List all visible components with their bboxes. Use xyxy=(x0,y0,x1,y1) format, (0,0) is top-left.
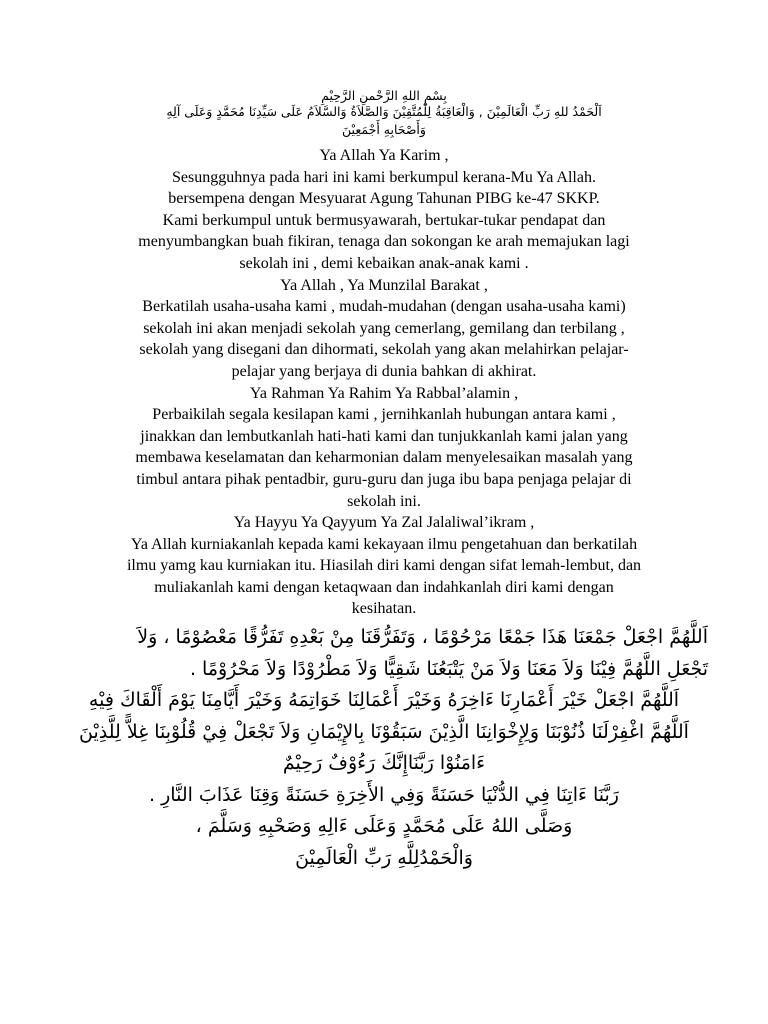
doa-line: اَللَّهُمَّ اجْعَلْ جَمْعَنَا هَذَا جَمْعًا مَرْحُوْمًا ، وَتَفَرُّقَنَا مِنْ بَعْدِهِ تَفَرُّقًا مَعْصُوْمًا ، وَلاَ xyxy=(137,626,708,649)
doa-line: وَالْحَمْدُلِلَّهِ رَبِّ الْعَالَمِيْنَ xyxy=(295,846,473,869)
prayer-line: muliakanlah kami dengan ketaqwaan dan indahkanlah diri kami dengan xyxy=(154,578,614,596)
doa-line: تَجْعَلِ اللَّهُمَّ فِيْنَا وَلاَ مَعَنَا وَلاَ مَنْ يَتْبَعُنَا شَقِيًّا وَلاَ مَطْرُوْدًا وَلاَ مَحْرُوْمًا . xyxy=(189,657,708,680)
doa-line: رَبَّنَا ءَاتِنَا فِي الدُّنْيَا حَسَنَةً وَفِي الأَخِرَةِ حَسَنَةً وَقِنَا عَذَابَ النَّارِ . xyxy=(149,783,619,806)
hamdalah-line: وَأَصْحَابِهِ أَجْمَعِيْنَ xyxy=(342,122,426,137)
malay-prayer-text xyxy=(60,145,708,620)
prayer-line: kesihatan. xyxy=(351,600,417,618)
document-page xyxy=(60,88,708,874)
doa-line: ءَامَنُوْا رَبَّنَاإِنَّكَ رَءُوْفٌ رَحِيْمٌ xyxy=(282,752,486,775)
prayer-line: menyumbangkan buah fikiran, tenaga dan sokongan ke arah memajukan lagi xyxy=(138,233,630,251)
prayer-line: jinakkan dan lembutkanlah hati-hati kami dan tunjukkanlah kami jalan yang xyxy=(140,427,628,445)
doa-line: اَللَّهُمَّ اغْفِرْلَنَا ذُنُوْبَنَا وَلِإِخْوَانِنَا الَّذِيْنَ سَبَقُوْنَا بِالإِيْمَانِ وَلاَ تَجْعَلْ فِيْ قُلُوْبِنَا غِلاًّ لِلَّذِيْنَ xyxy=(79,720,689,743)
prayer-line: ilmu yamg kau kurniakan itu. Hiasilah diri kami dengan sifat lemah-lembut, dan xyxy=(126,557,642,575)
arabic-opening xyxy=(60,88,708,138)
arabic-closing-doa xyxy=(60,622,708,874)
prayer-line: Kami berkumpul untuk bermusyawarah, bertukar-tukar pendapat dan xyxy=(162,211,606,229)
invocation-line: Ya Allah Ya Karim , xyxy=(319,147,449,164)
prayer-line: bersempena dengan Mesyuarat Agung Tahunan PIBG ke-47 SKKP. xyxy=(168,190,600,208)
prayer-line: sekolah ini. xyxy=(347,492,421,510)
prayer-line: Berkatilah usaha-usaha kami , mudah-mudahan (dengan usaha-usaha kami) xyxy=(142,298,626,316)
hamdalah-line: اَلْحَمْدُ للهِ رَبِّ الْعَالَمِيْنَ , وَالْعَاقِبَةُ لِلْمُتَّقِيْنَ وَالصَّلاَةُ وَالسَّلاَمُ عَلَى سَيِّدِنَا مُحَمَّدٍ وَعَلَى آلِهِ xyxy=(166,104,602,119)
prayer-line: sekolah ini , demi kebaikan anak-anak kami . xyxy=(239,254,529,272)
invocation-line: Ya Allah , Ya Munzilal Barakat , xyxy=(280,276,488,294)
prayer-line: membawa keselamatan dan keharmonian dalam menyelesaikan masalah yang xyxy=(135,449,633,467)
invocation-line: Ya Rahman Ya Rahim Ya Rabbal’alamin , xyxy=(249,384,519,402)
prayer-line: Sesungguhnya pada hari ini kami berkumpul kerana-Mu Ya Allah. xyxy=(172,168,596,186)
prayer-line: sekolah ini akan menjadi sekolah yang cemerlang, gemilang dan terbilang , xyxy=(143,319,625,337)
doa-line: اَللَّهُمَّ اجْعَلْ خَيْرَ أَعْمَارِنَا ءَاخِرَهُ وَخَيْرَ أَعْمَالِنَا خَوَاتِمَهُ وَخَيْرَ أَيَّامِنَا يَوْمَ أَلْقَاكَ فِيْهِ xyxy=(88,689,680,712)
basmalah: بِسْمِ اللهِ الرَّحْمنِ الرَّحِيْمِ xyxy=(321,88,447,103)
prayer-line: Perbaikilah segala kesilapan kami , jernihkanlah hubungan antara kami , xyxy=(152,406,616,424)
prayer-line: timbul antara pihak pentadbir, guru-guru dan juga ibu bapa penjaga pelajar di xyxy=(136,470,632,488)
prayer-line: pelajar yang berjaya di dunia bahkan di akhirat. xyxy=(231,362,537,380)
doa-line: وَصَلَّى اللهُ عَلَى مُحَمَّدٍ وَعَلَى ءَالِهِ وَصَحْبِهِ وَسَلَّمَ ، xyxy=(195,815,573,838)
prayer-line: Ya Allah kurniakanlah kepada kami kekayaan ilmu pengetahuan dan berkatilah xyxy=(130,535,638,553)
invocation-line: Ya Hayyu Ya Qayyum Ya Zal Jalaliwal’ikram , xyxy=(233,514,535,532)
prayer-line: sekolah yang disegani dan dihormati, sekolah yang akan melahirkan pelajar- xyxy=(139,341,629,359)
